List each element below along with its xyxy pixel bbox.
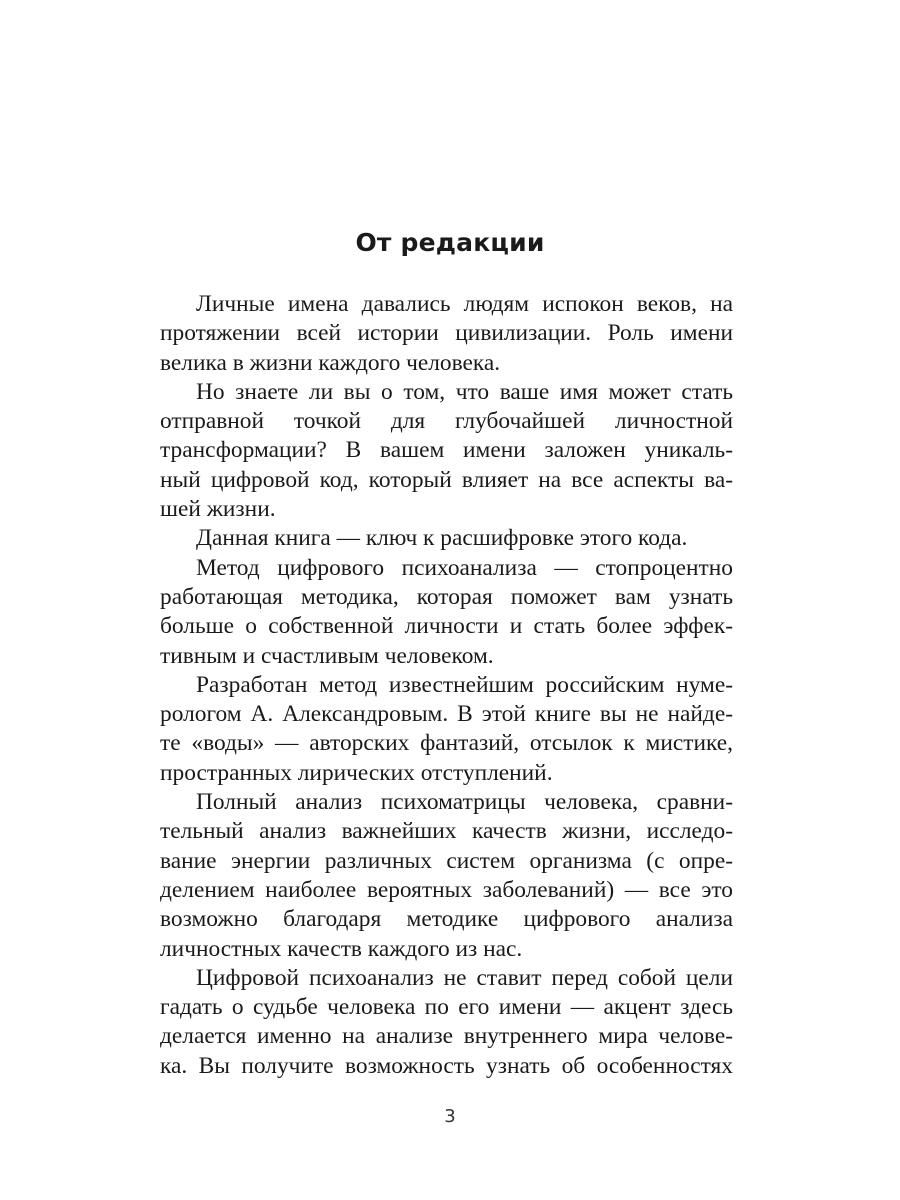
text-line: Цифровой психоанализ не ставит перед собой цели	[196, 964, 733, 991]
page-number: 3	[444, 1106, 456, 1127]
text-line: рологом А. Александровым. В этой книге вы не найде-	[160, 701, 733, 728]
text-line: тивным и счастливым человеком.	[160, 642, 494, 669]
text-line: те «воды» — авторских фантазий, отсылок к мистике,	[160, 730, 733, 757]
text-line: вание энергии различных систем организма (с опре-	[160, 847, 733, 874]
text-line: Полный анализ психоматрицы человека, сравни-	[196, 789, 733, 816]
text-line: отправной точкой для глубочайшей личностной	[160, 408, 733, 435]
text-line: возможно благодаря методике цифрового анализа	[160, 906, 733, 933]
text-line: Разработан метод известнейшим российским нуме-	[196, 671, 733, 698]
text-line: пространных лирических отступлений.	[160, 759, 553, 786]
text-line: протяжении всей истории цивилизации. Роль имени	[160, 320, 733, 347]
text-line: трансформации? В вашем имени заложен уникаль-	[160, 437, 733, 464]
text-line: больше о собственной личности и стать более эффек-	[160, 613, 733, 640]
text-line: Метод цифрового психоанализа — стопроцентно	[196, 554, 733, 581]
text-line: Данная книга — ключ к расшифровке этого кода.	[196, 525, 688, 552]
text-line: ный цифровой код, который влияет на все аспекты ва-	[160, 466, 733, 493]
text-line: велика в жизни каждого человека.	[160, 349, 501, 376]
text-line: работающая методика, которая поможет вам узнать	[160, 583, 733, 610]
text-line: делением наиболее вероятных заболеваний) — все это	[160, 876, 733, 903]
text-line: личностных качеств каждого из нас.	[160, 935, 523, 962]
text-line: ка. Вы получите возможность узнать об особенностях	[160, 1052, 733, 1079]
text-line: тельный анализ важнейших качеств жизни, исследо-	[160, 818, 733, 845]
page-title: От редакции	[355, 228, 545, 257]
text-line: Но знаете ли вы о том, что ваше имя может стать	[196, 378, 733, 405]
text-line: шей жизни.	[160, 496, 276, 523]
text-line: делается именно на анализе внутреннего мира челове-	[160, 1023, 733, 1050]
text-line: гадать о судьбе человека по его имени — акцент здесь	[160, 994, 733, 1021]
text-line: Личные имена давались людям испокон веков, на	[196, 291, 733, 317]
body-text	[160, 290, 733, 1081]
